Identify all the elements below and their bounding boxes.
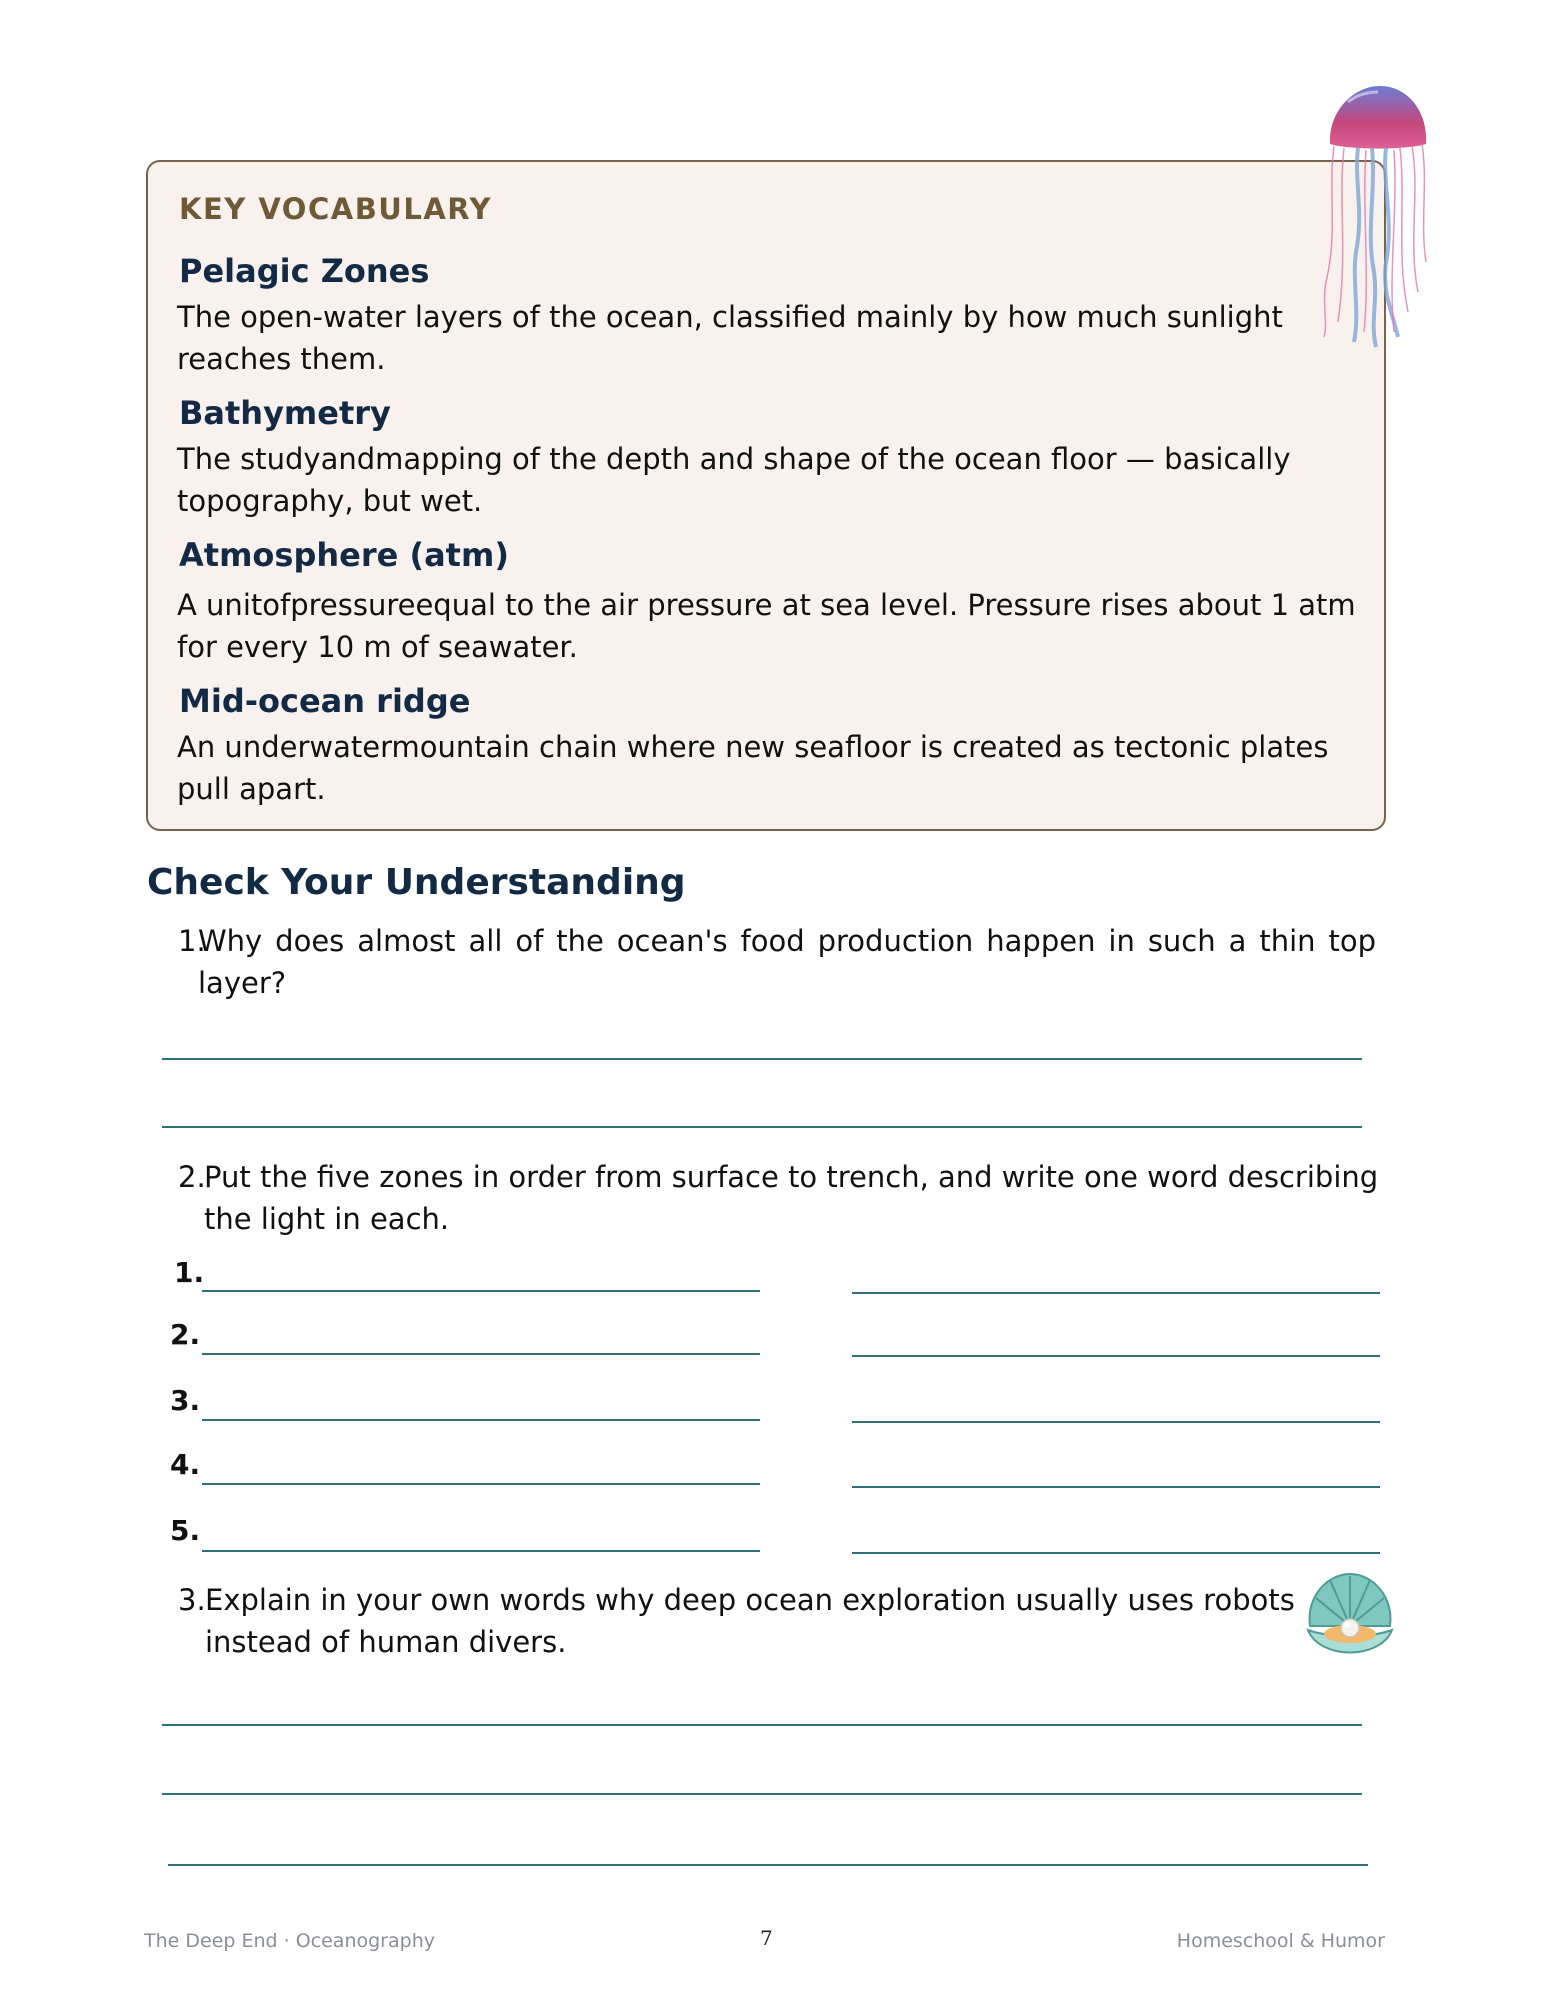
term-pelagic-zones: Pelagic Zones xyxy=(179,252,430,290)
zone-answer-line-4[interactable] xyxy=(202,1483,760,1485)
question-line: Why does almost all of the ocean's food production happen in such a thin top xyxy=(198,924,1376,958)
question-3-number: 3. xyxy=(178,1583,206,1617)
jellyfish-icon xyxy=(1308,82,1438,352)
definition-pelagic-zones xyxy=(177,296,1377,380)
zone-answer-line-1[interactable] xyxy=(202,1290,760,1292)
term-atmosphere: Atmosphere (atm) xyxy=(179,536,509,574)
definition-line: reaches them. xyxy=(177,342,386,376)
question-line: Put the five zones in order from surface to trench, and write one word describing xyxy=(204,1160,1379,1194)
question-2-number: 2. xyxy=(178,1160,206,1194)
vocabulary-title: KEY VOCABULARY xyxy=(179,192,493,226)
zone-answer-line-2[interactable] xyxy=(202,1353,760,1355)
answer-line-q1-2[interactable] xyxy=(162,1126,1362,1128)
definition-atmosphere xyxy=(177,584,1377,668)
question-line: Explain in your own words why deep ocean exploration usually uses robots xyxy=(205,1583,1295,1617)
term-mid-ocean-ridge: Mid-ocean ridge xyxy=(179,682,471,720)
definition-bathymetry xyxy=(177,438,1377,522)
light-answer-line-1[interactable] xyxy=(852,1292,1380,1294)
light-answer-line-5[interactable] xyxy=(852,1552,1380,1554)
zone-number-4: 4. xyxy=(170,1448,201,1481)
zone-answer-line-3[interactable] xyxy=(202,1419,760,1421)
question-2-text xyxy=(204,1156,1384,1240)
question-1-text xyxy=(198,920,1376,1004)
question-line: the light in each. xyxy=(204,1202,450,1236)
zone-answer-line-5[interactable] xyxy=(202,1550,760,1552)
zone-number-3: 3. xyxy=(170,1384,201,1417)
answer-line-q3-3[interactable] xyxy=(168,1864,1368,1866)
zone-number-2: 2. xyxy=(170,1318,201,1351)
seashell-icon xyxy=(1300,1568,1400,1668)
zone-number-5: 5. xyxy=(170,1514,201,1547)
term-bathymetry: Bathymetry xyxy=(179,394,391,432)
definition-line: pull apart. xyxy=(177,772,326,806)
definition-line: topography, but wet. xyxy=(177,484,483,518)
zone-number-1: 1. xyxy=(174,1256,205,1289)
answer-line-q3-1[interactable] xyxy=(162,1724,1362,1726)
light-answer-line-2[interactable] xyxy=(852,1355,1380,1357)
light-answer-line-3[interactable] xyxy=(852,1421,1380,1423)
definition-line: for every 10 m of seawater. xyxy=(177,630,578,664)
section-title-check-understanding: Check Your Understanding xyxy=(147,862,686,903)
answer-line-q3-2[interactable] xyxy=(162,1793,1362,1795)
page-number: 7 xyxy=(760,1926,773,1950)
question-line: instead of human divers. xyxy=(205,1625,567,1659)
question-line: layer? xyxy=(198,966,287,1000)
question-3-text xyxy=(205,1579,1305,1663)
question-1-number: 1. xyxy=(178,924,206,958)
footer-publisher: Homeschool & Humor xyxy=(1176,1930,1385,1952)
answer-line-q1-1[interactable] xyxy=(162,1058,1362,1060)
definition-line: The studyandmapping of the depth and shape of the ocean floor — basically xyxy=(177,442,1291,476)
definition-line: An underwatermountain chain where new seafloor is created as tectonic plates xyxy=(177,730,1329,764)
definition-line: The open-water layers of the ocean, classified mainly by how much sunlight xyxy=(177,300,1283,334)
footer-course-title: The Deep End · Oceanography xyxy=(144,1930,435,1952)
definition-mid-ocean-ridge xyxy=(177,726,1377,810)
light-answer-line-4[interactable] xyxy=(852,1486,1380,1488)
definition-line: A unitofpressureequal to the air pressure at sea level. Pressure rises about 1 atm xyxy=(177,588,1356,622)
